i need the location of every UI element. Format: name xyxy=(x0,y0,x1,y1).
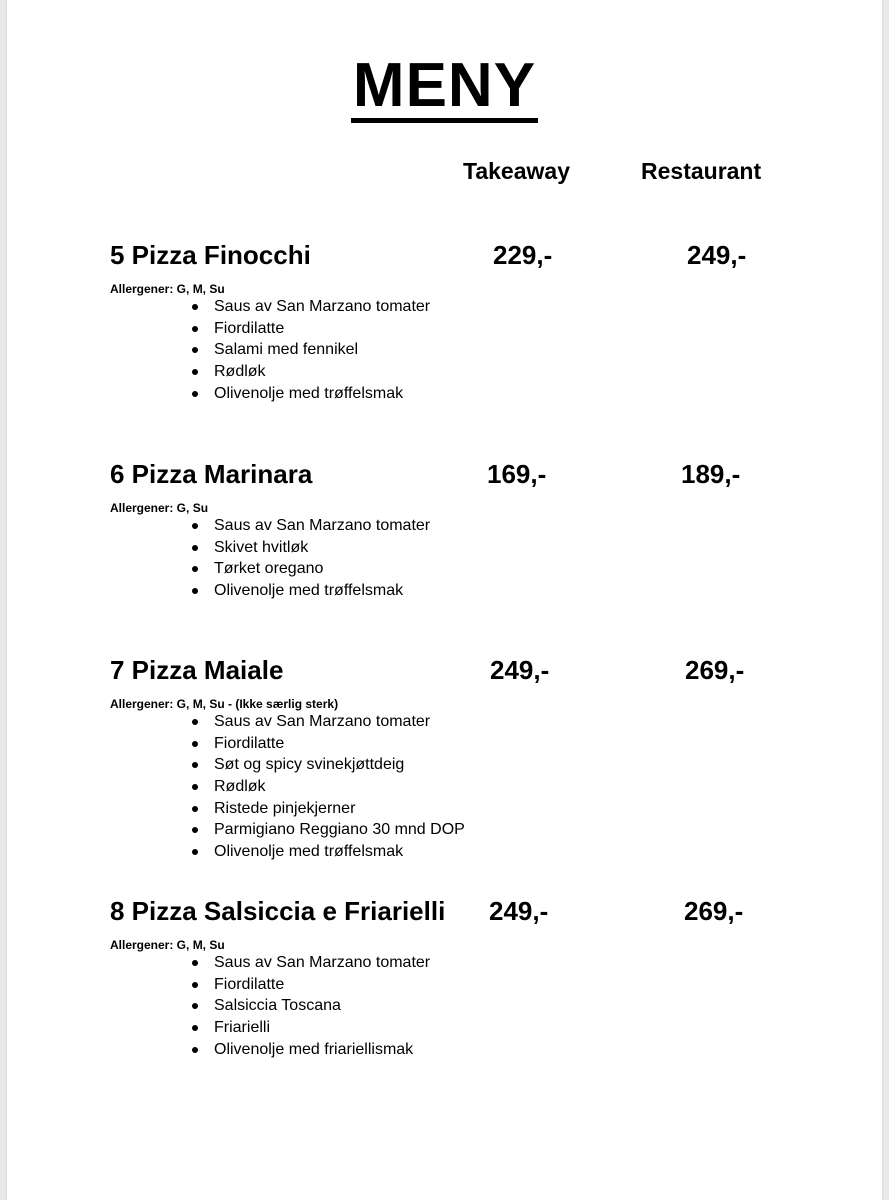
list-item: Friarielli xyxy=(214,1017,430,1039)
list-item: Fiordilatte xyxy=(214,974,430,996)
bullet-icon xyxy=(192,391,198,397)
list-item: Saus av San Marzano tomater xyxy=(214,296,430,318)
bullet-icon xyxy=(192,588,198,594)
list-item: Fiordilatte xyxy=(214,733,465,755)
bullet-icon xyxy=(192,1003,198,1009)
bullet-icon xyxy=(192,523,198,529)
page-title: MENY xyxy=(7,50,882,123)
price-restaurant: 269,- xyxy=(685,655,745,685)
item-name: 7 Pizza Maiale xyxy=(110,655,284,685)
bullet-icon xyxy=(192,849,198,855)
allergens: Allergener: G, M, Su xyxy=(110,938,225,952)
item-name: 6 Pizza Marinara xyxy=(110,459,313,489)
price-takeaway: 249,- xyxy=(489,896,549,926)
item-name: 8 Pizza Salsiccia e Friarielli xyxy=(110,896,446,926)
bullet-icon xyxy=(192,827,198,833)
price-takeaway: 169,- xyxy=(487,459,547,489)
bullet-icon xyxy=(192,784,198,790)
bullet-icon xyxy=(192,304,198,310)
item-name: 5 Pizza Finocchi xyxy=(110,240,311,270)
list-item: Salsiccia Toscana xyxy=(214,995,430,1017)
list-item: Ristede pinjekjerner xyxy=(214,798,465,820)
list-item: Olivenolje med trøffelsmak xyxy=(214,841,465,863)
list-item: Olivenolje med friariellismak xyxy=(214,1039,430,1061)
list-item: Søt og spicy svinekjøttdeig xyxy=(214,754,465,776)
bullet-icon xyxy=(192,762,198,768)
allergens: Allergener: G, M, Su xyxy=(110,282,225,296)
price-takeaway: 229,- xyxy=(493,240,553,270)
list-item: Skivet hvitløk xyxy=(214,537,430,559)
bullet-icon xyxy=(192,1025,198,1031)
column-header-takeaway: Takeaway xyxy=(463,158,570,184)
bullet-icon xyxy=(192,347,198,353)
list-item: Saus av San Marzano tomater xyxy=(214,711,465,733)
bullet-icon xyxy=(192,545,198,551)
bullet-icon xyxy=(192,960,198,966)
ingredient-list xyxy=(214,296,430,404)
ingredient-list xyxy=(214,515,430,602)
list-item: Saus av San Marzano tomater xyxy=(214,952,430,974)
allergens: Allergener: G, M, Su - (Ikke særlig sterk) xyxy=(110,697,339,711)
bullet-icon xyxy=(192,566,198,572)
list-item: Olivenolje med trøffelsmak xyxy=(214,580,430,602)
price-restaurant: 269,- xyxy=(684,896,744,926)
bullet-icon xyxy=(192,982,198,988)
bullet-icon xyxy=(192,369,198,375)
list-item: Parmigiano Reggiano 30 mnd DOP xyxy=(214,819,465,841)
list-item: Rødløk xyxy=(214,776,465,798)
bullet-icon xyxy=(192,741,198,747)
list-item: Saus av San Marzano tomater xyxy=(214,515,430,537)
ingredient-list xyxy=(214,711,465,863)
list-item: Salami med fennikel xyxy=(214,339,430,361)
list-item: Fiordilatte xyxy=(214,318,430,340)
bullet-icon xyxy=(192,326,198,332)
price-takeaway: 249,- xyxy=(490,655,550,685)
bullet-icon xyxy=(192,806,198,812)
bullet-icon xyxy=(192,719,198,725)
list-item: Olivenolje med trøffelsmak xyxy=(214,383,430,405)
menu-page xyxy=(7,0,882,1200)
price-restaurant: 249,- xyxy=(687,240,747,270)
bullet-icon xyxy=(192,1047,198,1053)
list-item: Tørket oregano xyxy=(214,558,430,580)
list-item: Rødløk xyxy=(214,361,430,383)
ingredient-list xyxy=(214,952,430,1060)
price-restaurant: 189,- xyxy=(681,459,741,489)
allergens: Allergener: G, Su xyxy=(110,501,209,515)
column-header-restaurant: Restaurant xyxy=(641,158,762,184)
